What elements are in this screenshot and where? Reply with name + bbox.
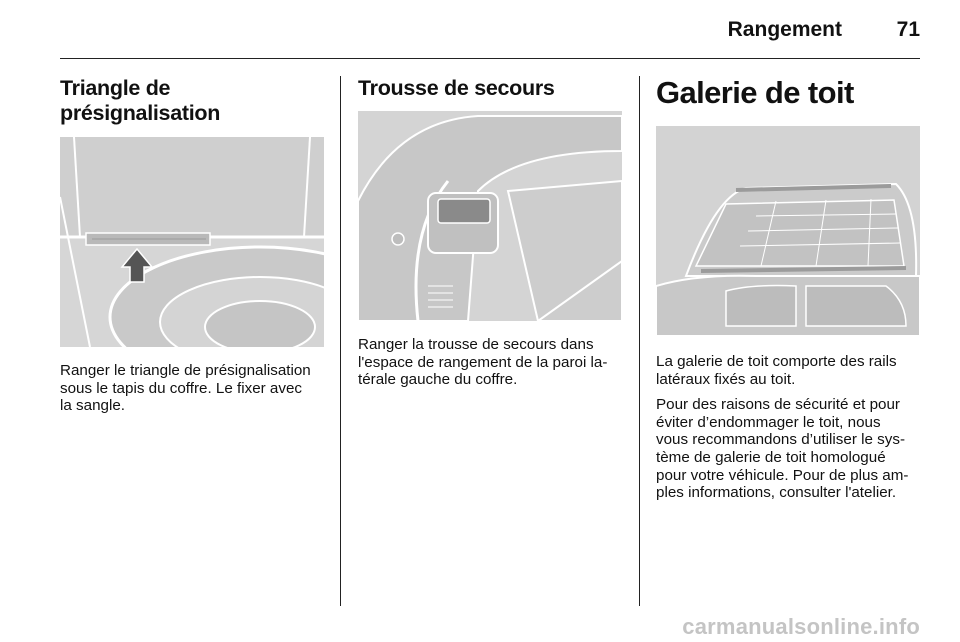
text-line: latéraux fixés au toit.: [656, 370, 796, 388]
body-roof-rack: [656, 353, 932, 510]
heading-line: Trousse de secours: [358, 76, 555, 100]
paragraph: [358, 336, 630, 389]
column-first-aid-kit: [358, 76, 622, 101]
figure-spare-wheel-triangle: [60, 137, 324, 347]
heading-first-aid-kit: [358, 76, 622, 101]
column-divider-2: [639, 76, 640, 606]
text-line: térale gauche du coffre.: [358, 371, 518, 389]
text-line: ples informations, consulter l'atelier.: [656, 484, 897, 502]
paragraph: [60, 362, 332, 415]
text-line: la sangle.: [60, 397, 126, 415]
text-line: pour votre véhicule. Pour de plus am-: [656, 466, 909, 484]
column-roof-rack: [656, 76, 920, 110]
text-line: l'espace de rangement de la paroi la-: [358, 353, 608, 371]
text-line: Ranger le triangle de présignalisation: [60, 362, 311, 379]
heading-warning-triangle: [60, 76, 324, 126]
text-line: Pour des raisons de sécurité et pour: [656, 396, 900, 414]
heading-roof-rack: [656, 76, 920, 110]
column-warning-triangle: [60, 76, 324, 126]
car-roof-illustration: [656, 126, 920, 336]
page-header: [60, 0, 920, 62]
watermark: carmanualsonline.info: [682, 614, 920, 639]
page-number: 71: [896, 18, 920, 41]
heading-line: Galerie de toit: [656, 75, 854, 110]
paragraph: [656, 396, 932, 502]
text-line: vous recommandons d’utiliser le sys-: [656, 431, 905, 449]
column-divider-1: [340, 76, 341, 606]
text-line: éviter d’endommager le toit, nous: [656, 413, 881, 431]
text-line: La galerie de toit comporte des rails: [656, 353, 897, 370]
figure-roof-rails: [656, 126, 920, 336]
figure-trunk-side-storage: [358, 111, 622, 321]
text-line: tème de galerie de toit homologué: [656, 448, 886, 466]
body-warning-triangle: [60, 362, 332, 423]
body-first-aid-kit: [358, 336, 630, 397]
heading-line: Triangle de: [60, 76, 171, 100]
paragraph: [656, 353, 932, 388]
text-line: sous le tapis du coffre. Le fixer avec: [60, 379, 303, 397]
header-rule: [60, 58, 920, 59]
section-title: Rangement: [727, 18, 842, 41]
heading-line: présignalisation: [60, 101, 221, 125]
spare-wheel-illustration: [60, 137, 324, 347]
trunk-illustration: [358, 111, 622, 321]
text-line: Ranger la trousse de secours dans: [358, 336, 594, 353]
